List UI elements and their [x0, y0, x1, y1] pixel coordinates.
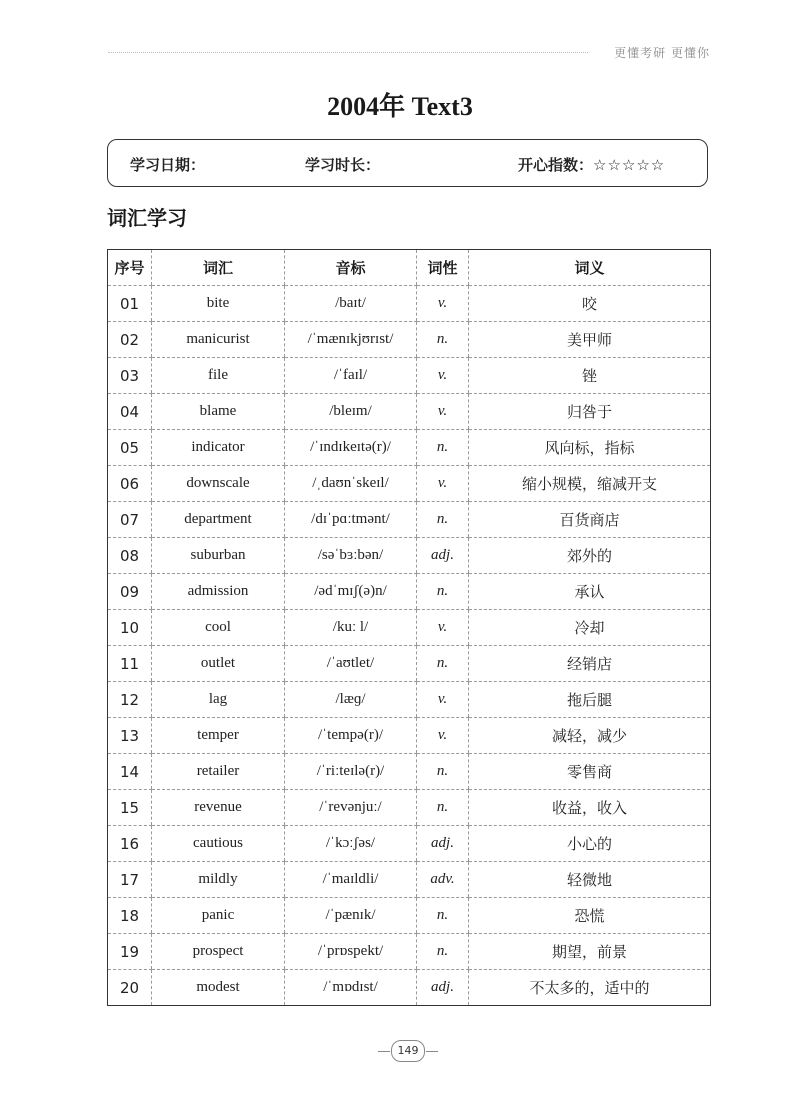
table-row: [108, 826, 711, 862]
cell-word: retailer: [152, 754, 285, 790]
vocabulary-table: [107, 249, 711, 1006]
cell-word: blame: [152, 394, 285, 430]
header-phonetic: 音标: [285, 250, 417, 286]
cell-num: 10: [108, 610, 152, 646]
cell-phonetic: /ˈmænɪkjʊrɪst/: [285, 322, 417, 358]
table-row: [108, 502, 711, 538]
happiness-label: 开心指数：: [518, 156, 594, 174]
table-row: [108, 538, 711, 574]
table-row: [108, 754, 711, 790]
table-row: [108, 934, 711, 970]
study-date-label: 学习日期：: [130, 156, 206, 174]
cell-num: 18: [108, 898, 152, 934]
cell-phonetic: /ˌdaʊnˈskeɪl/: [285, 466, 417, 502]
cell-pos: v.: [417, 394, 469, 430]
cell-num: 04: [108, 394, 152, 430]
cell-phonetic: /kuː l/: [285, 610, 417, 646]
cell-word: department: [152, 502, 285, 538]
header-divider: [108, 52, 588, 53]
cell-phonetic: /ˈrevənjuː/: [285, 790, 417, 826]
cell-num: 01: [108, 286, 152, 322]
cell-meaning: 风向标，指标: [469, 430, 711, 466]
cell-phonetic: /ˈaʊtlet/: [285, 646, 417, 682]
cell-pos: v.: [417, 286, 469, 322]
cell-pos: n.: [417, 790, 469, 826]
cell-meaning: 零售商: [469, 754, 711, 790]
cell-phonetic: /ədˈmɪʃ(ə)n/: [285, 574, 417, 610]
cell-num: 14: [108, 754, 152, 790]
cell-word: indicator: [152, 430, 285, 466]
cell-pos: n.: [417, 898, 469, 934]
cell-meaning: 冷却: [469, 610, 711, 646]
table-row: [108, 682, 711, 718]
study-duration-label: 学习时长：: [305, 156, 381, 174]
cell-pos: adj.: [417, 970, 469, 1006]
study-info-box: [107, 139, 708, 187]
cell-num: 02: [108, 322, 152, 358]
cell-pos: n.: [417, 574, 469, 610]
cell-word: cautious: [152, 826, 285, 862]
cell-meaning: 收益，收入: [469, 790, 711, 826]
page-number: 149: [391, 1040, 425, 1062]
cell-word: downscale: [152, 466, 285, 502]
cell-word: mildly: [152, 862, 285, 898]
cell-word: outlet: [152, 646, 285, 682]
cell-pos: adv.: [417, 862, 469, 898]
table-header-row: [108, 250, 711, 286]
cell-pos: v.: [417, 358, 469, 394]
header-slogan: 更懂考研 更懂你: [614, 46, 710, 60]
table-row: [108, 862, 711, 898]
cell-phonetic: /bleɪm/: [285, 394, 417, 430]
cell-meaning: 缩小规模，缩减开支: [469, 466, 711, 502]
cell-num: 19: [108, 934, 152, 970]
cell-word: prospect: [152, 934, 285, 970]
cell-meaning: 经销店: [469, 646, 711, 682]
cell-phonetic: /ˈtempə(r)/: [285, 718, 417, 754]
cell-num: 11: [108, 646, 152, 682]
cell-meaning: 咬: [469, 286, 711, 322]
cell-num: 07: [108, 502, 152, 538]
cell-meaning: 锉: [469, 358, 711, 394]
cell-num: 08: [108, 538, 152, 574]
star-rating-icon: ☆☆☆☆☆: [593, 156, 666, 174]
cell-phonetic: /ˈɪndɪkeɪtə(r)/: [285, 430, 417, 466]
cell-pos: n.: [417, 430, 469, 466]
header-num: 序号: [108, 250, 152, 286]
cell-meaning: 期望，前景: [469, 934, 711, 970]
cell-meaning: 承认: [469, 574, 711, 610]
cell-num: 09: [108, 574, 152, 610]
cell-word: bite: [152, 286, 285, 322]
cell-meaning: 归咎于: [469, 394, 711, 430]
table-row: [108, 646, 711, 682]
cell-word: suburban: [152, 538, 285, 574]
cell-pos: v.: [417, 718, 469, 754]
cell-meaning: 郊外的: [469, 538, 711, 574]
cell-pos: adj.: [417, 538, 469, 574]
section-title: 词汇学习: [107, 206, 187, 230]
cell-num: 05: [108, 430, 152, 466]
cell-word: manicurist: [152, 322, 285, 358]
cell-phonetic: /ˈkɔːʃəs/: [285, 826, 417, 862]
page-title: 2004年 Text3: [327, 92, 473, 121]
cell-phonetic: /səˈbɜːbən/: [285, 538, 417, 574]
cell-phonetic: /ˈprɒspekt/: [285, 934, 417, 970]
cell-num: 13: [108, 718, 152, 754]
happiness-index: [518, 154, 665, 175]
cell-pos: adj.: [417, 826, 469, 862]
cell-num: 06: [108, 466, 152, 502]
header-pos: 词性: [417, 250, 469, 286]
cell-meaning: 百货商店: [469, 502, 711, 538]
cell-word: temper: [152, 718, 285, 754]
cell-pos: v.: [417, 466, 469, 502]
header-meaning: 词义: [469, 250, 711, 286]
cell-meaning: 不太多的，适中的: [469, 970, 711, 1006]
cell-word: file: [152, 358, 285, 394]
cell-word: modest: [152, 970, 285, 1006]
table-row: [108, 394, 711, 430]
table-row: [108, 430, 711, 466]
cell-word: admission: [152, 574, 285, 610]
cell-phonetic: /ˈpænɪk/: [285, 898, 417, 934]
cell-meaning: 轻微地: [469, 862, 711, 898]
cell-phonetic: /dɪˈpɑːtmənt/: [285, 502, 417, 538]
table-row: [108, 358, 711, 394]
cell-word: cool: [152, 610, 285, 646]
table-row: [108, 718, 711, 754]
cell-num: 03: [108, 358, 152, 394]
cell-meaning: 小心的: [469, 826, 711, 862]
cell-num: 16: [108, 826, 152, 862]
cell-num: 20: [119, 978, 140, 997]
table-row: [108, 286, 711, 322]
cell-word: lag: [152, 682, 285, 718]
cell-meaning: 恐慌: [469, 898, 711, 934]
cell-word: revenue: [152, 790, 285, 826]
cell-meaning: 减轻，减少: [469, 718, 711, 754]
cell-num: 12: [108, 682, 152, 718]
cell-phonetic: /ˈmɒdɪst/: [285, 970, 417, 1006]
cell-num: 15: [108, 790, 152, 826]
cell-phonetic: /ˈmaɪldli/: [285, 862, 417, 898]
cell-meaning: 美甲师: [469, 322, 711, 358]
header-word: 词汇: [152, 250, 285, 286]
cell-phonetic: /læɡ/: [285, 682, 417, 718]
cell-pos: n.: [417, 754, 469, 790]
table-row: [108, 970, 711, 1006]
cell-pos: v.: [417, 682, 469, 718]
table-row: [108, 610, 711, 646]
cell-phonetic: /baɪt/: [285, 286, 417, 322]
cell-word: panic: [152, 898, 285, 934]
cell-pos: n.: [417, 502, 469, 538]
cell-pos: n.: [417, 646, 469, 682]
table-row: [108, 466, 711, 502]
cell-phonetic: /ˈfaɪl/: [285, 358, 417, 394]
cell-num: 17: [108, 862, 152, 898]
cell-pos: v.: [417, 610, 469, 646]
cell-phonetic: /ˈriːteɪlə(r)/: [285, 754, 417, 790]
table-row: [108, 574, 711, 610]
table-row: [108, 898, 711, 934]
cell-meaning: 拖后腿: [469, 682, 711, 718]
table-row: [108, 790, 711, 826]
cell-pos: n.: [417, 934, 469, 970]
table-row: [108, 322, 711, 358]
cell-pos: n.: [417, 322, 469, 358]
